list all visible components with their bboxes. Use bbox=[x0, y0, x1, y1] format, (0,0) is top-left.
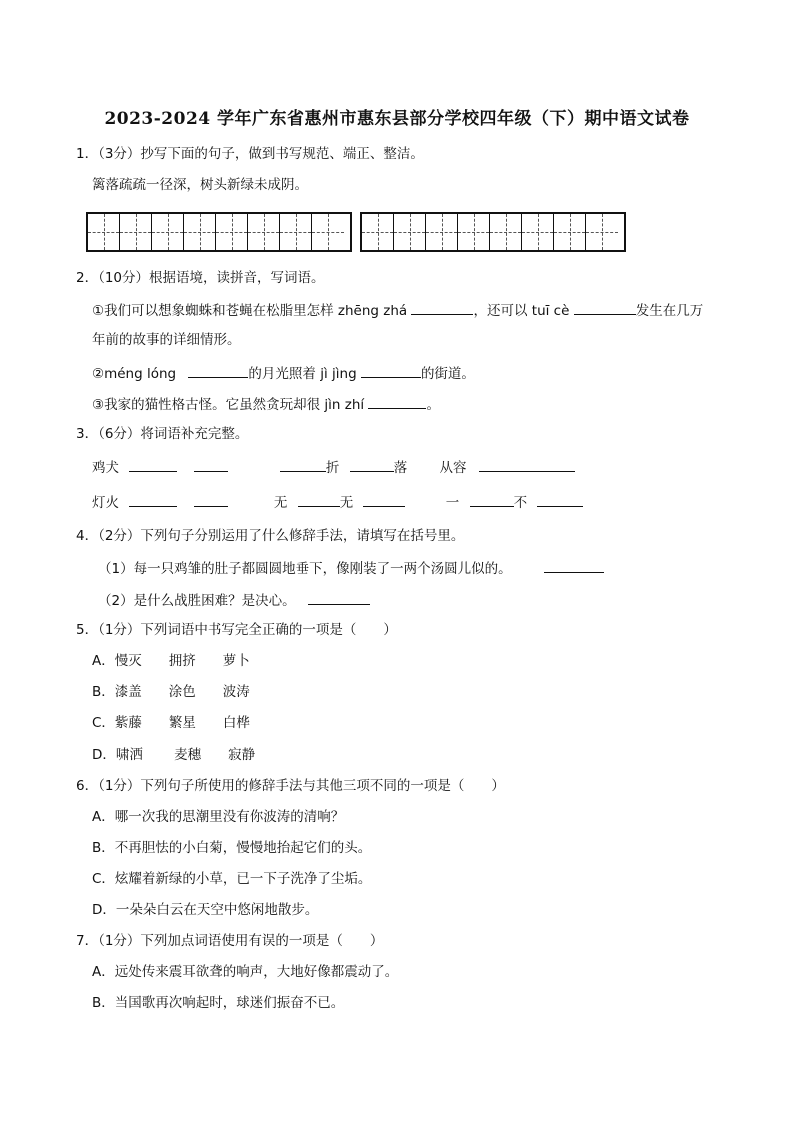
q1-stem: 1．（3分）抄写下面的句子，做到书写规范、端正、整洁。 bbox=[76, 146, 424, 162]
answer-blank[interactable] bbox=[350, 457, 394, 472]
q6-option-b[interactable]: B．不再胆怯的小白菊，慢慢地抬起它们的头。 bbox=[92, 840, 372, 856]
q7-option-b[interactable]: B．当国歌再次响起时，球迷们振奋不已。 bbox=[92, 995, 345, 1011]
answer-blank[interactable] bbox=[411, 300, 473, 315]
q3-text: 灯火 bbox=[92, 495, 119, 511]
q2-text: ③我家的猫性格古怪。它虽然贪玩却很 jìn zhí bbox=[92, 397, 365, 413]
q3-stem: 3．（6分）将词语补充完整。 bbox=[76, 426, 249, 442]
q3-text: 从容 bbox=[439, 460, 467, 476]
q6-option-d[interactable]: D．一朵朵白云在天空中悠闲地散步。 bbox=[92, 902, 319, 918]
q6-option-c[interactable]: C．炫耀着新绿的小草，已一下子洗净了尘垢。 bbox=[92, 871, 372, 887]
writing-grid-left[interactable] bbox=[86, 212, 352, 252]
answer-blank[interactable] bbox=[479, 457, 575, 472]
page-title: 2023-2024 学年广东省惠州市惠东县部分学校四年级（下）期中语文试卷 bbox=[104, 109, 690, 129]
answer-blank[interactable] bbox=[363, 492, 405, 507]
q4-stem: 4．（2分）下列句子分别运用了什么修辞手法，请填写在括号里。 bbox=[76, 528, 465, 544]
answer-blank[interactable] bbox=[361, 363, 421, 378]
q4-sentence-2 bbox=[98, 590, 370, 610]
q7-stem: 7．（1分）下列加点词语使用有误的一项是（ ） bbox=[76, 933, 384, 949]
q3-text: 无 bbox=[273, 495, 288, 511]
q2-line2: 年前的故事的详细情形。 bbox=[92, 332, 241, 348]
q3-text: 折 bbox=[325, 460, 340, 476]
q5-option-a[interactable]: A．慢灭 拥挤 萝卜 bbox=[92, 653, 250, 669]
q2-text: ②méng lóng bbox=[92, 366, 177, 382]
answer-blank[interactable] bbox=[188, 363, 248, 378]
q3-row1 bbox=[92, 457, 575, 477]
answer-blank[interactable] bbox=[280, 457, 326, 472]
q5-option-c[interactable]: C．紫藤 繁星 白桦 bbox=[92, 715, 250, 731]
q2-text: ，还可以 tuī cè bbox=[473, 303, 570, 319]
writing-grid-right[interactable] bbox=[360, 212, 626, 252]
answer-blank[interactable] bbox=[544, 558, 604, 573]
q3-text: 鸡犬 bbox=[92, 460, 119, 476]
q2-line3 bbox=[92, 363, 475, 383]
q5-stem: 5．（1分）下列词语中书写完全正确的一项是（ ） bbox=[76, 622, 397, 638]
q2-text: ①我们可以想象蜘蛛和苍蝇在松脂里怎样 zhēng zhá bbox=[92, 303, 408, 319]
q2-line1 bbox=[92, 300, 703, 320]
q7-option-a[interactable]: A．远处传来震耳欲聋的响声，大地好像都震动了。 bbox=[92, 964, 399, 980]
q2-text: 发生在几万 bbox=[635, 303, 704, 319]
q3-text: 一 bbox=[445, 495, 460, 511]
q5-option-d[interactable]: D．啸洒 麦穗 寂静 bbox=[92, 747, 256, 763]
q1-sentence: 篱落疏疏一径深，树头新绿未成阴。 bbox=[92, 177, 308, 193]
q2-text: 。 bbox=[426, 397, 440, 413]
q2-text: 的月光照着 jì jìng bbox=[248, 366, 357, 382]
q6-option-a[interactable]: A．哪一次我的思潮里没有你波涛的清响？ bbox=[92, 809, 345, 825]
q3-text: 不 bbox=[513, 495, 528, 511]
answer-blank[interactable] bbox=[194, 457, 228, 472]
q2-stem: 2．（10分）根据语境，读拼音，写词语。 bbox=[76, 270, 325, 286]
answer-blank[interactable] bbox=[574, 300, 636, 315]
q3-text: 无 bbox=[339, 495, 354, 511]
answer-blank[interactable] bbox=[470, 492, 514, 507]
answer-blank[interactable] bbox=[129, 457, 177, 472]
q2-text: 的街道。 bbox=[420, 366, 475, 382]
answer-blank[interactable] bbox=[298, 492, 340, 507]
q2-line4 bbox=[92, 394, 440, 414]
q3-text: 落 bbox=[393, 460, 408, 476]
q4-text: （1）每一只鸡雏的肚子都圆圆地垂下，像刚装了一两个汤圆儿似的。 bbox=[98, 561, 512, 577]
answer-blank[interactable] bbox=[129, 492, 177, 507]
q6-stem: 6．（1分）下列句子所使用的修辞手法与其他三项不同的一项是（ ） bbox=[76, 778, 505, 794]
answer-blank[interactable] bbox=[537, 492, 583, 507]
answer-blank[interactable] bbox=[194, 492, 228, 507]
answer-blank[interactable] bbox=[368, 394, 426, 409]
q5-option-b[interactable]: B．漆盖 涂色 波涛 bbox=[92, 684, 250, 700]
q3-row2 bbox=[92, 492, 583, 512]
answer-blank[interactable] bbox=[308, 590, 370, 605]
q4-text: （2）是什么战胜困难？是决心。 bbox=[98, 593, 296, 609]
q4-sentence-1 bbox=[98, 558, 604, 578]
